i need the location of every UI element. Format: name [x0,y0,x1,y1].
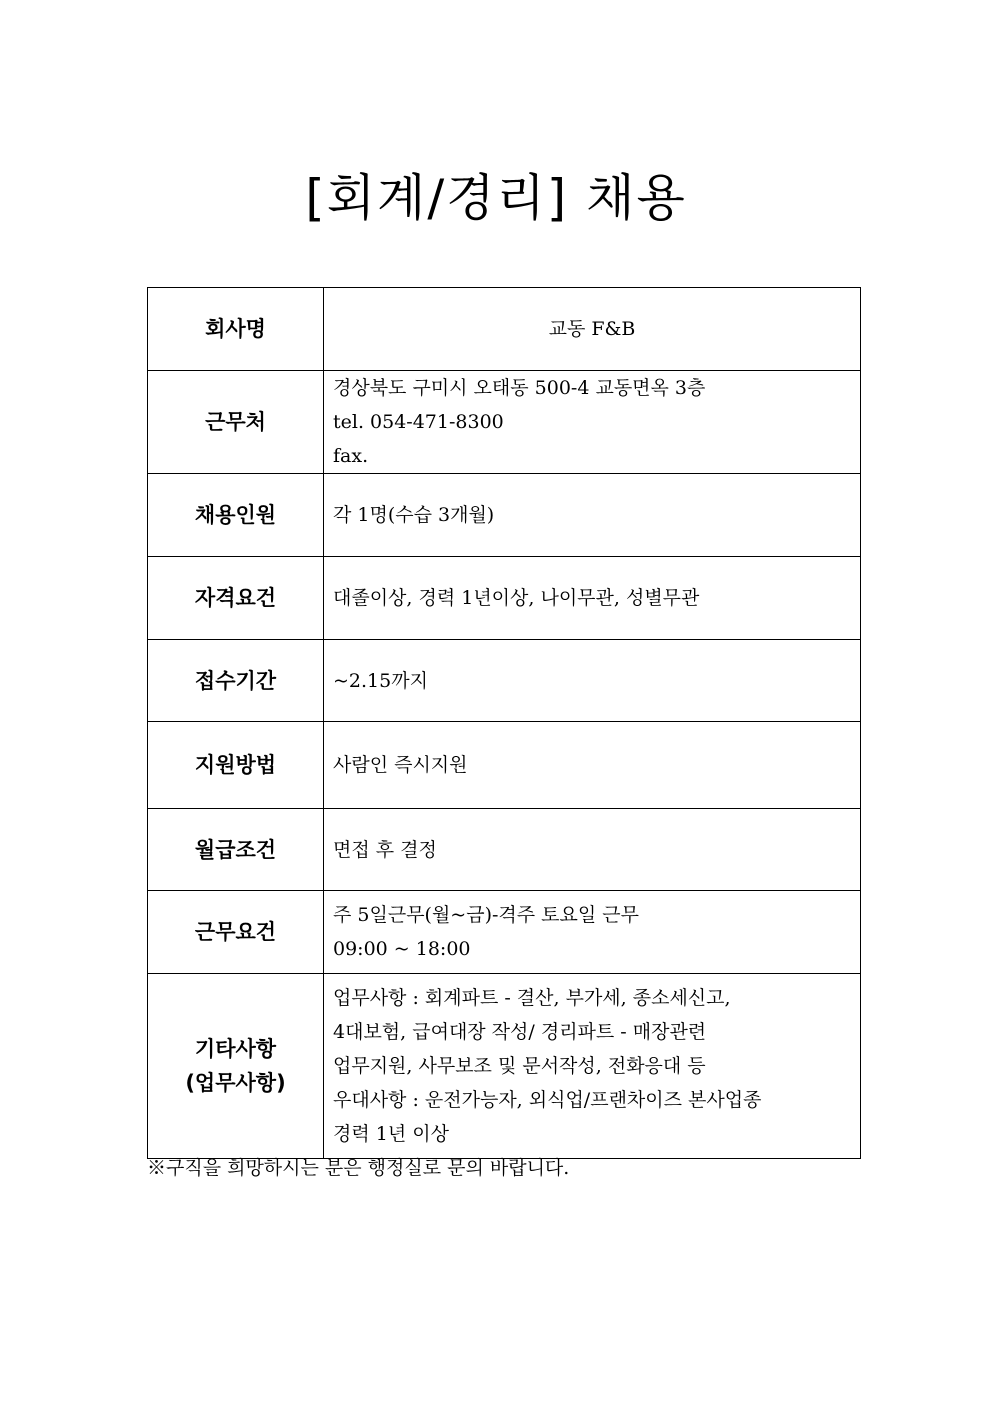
value-line: 경상북도 구미시 오태동 500-4 교동면옥 3층 [333,377,706,399]
row-label-other [148,974,324,1159]
value-line: 업무사항 : 회계파트 - 결산, 부가세, 종소세신고, [333,987,731,1009]
row-label-qualifications: 자격요건 [148,557,324,640]
value-line: tel. 054-471-8300 [333,411,504,433]
row-label-salary: 월급조건 [148,809,324,891]
table-row [148,640,861,722]
value-line: 면접 후 결정 [333,838,437,861]
row-value-company [324,288,861,371]
value-line: 사람인 즉시지원 [333,754,468,776]
row-label-work-conditions: 근무요건 [148,891,324,974]
table-row [148,371,861,474]
row-value-work-conditions [324,891,861,974]
table-row [148,288,861,371]
value-line: ~2.15까지 [333,669,428,692]
job-info-table [147,287,861,1159]
table-row [148,722,861,809]
value-line: 주 5일근무(월~금)-격주 토요일 근무 [333,904,639,926]
row-value-workplace [324,371,861,474]
value-line: 대졸이상, 경력 1년이상, 나이무관, 성별무관 [333,587,700,609]
table-row [148,809,861,891]
value-line: 4대보험, 급여대장 작성/ 경리파트 - 매장관련 [333,1021,707,1043]
row-value-qualifications [324,557,861,640]
label-line: (업무사항) [185,1071,286,1095]
value-line: 각 1명(수습 3개월) [333,504,495,526]
value-line: 경력 1년 이상 [333,1123,449,1145]
row-value-apply-method [324,722,861,809]
row-label-company: 회사명 [148,288,324,371]
table-row [148,474,861,557]
value-line: fax. [333,445,369,467]
page-title: [회계/경리] 채용 [305,169,687,227]
value-line: 업무지원, 사무보조 및 문서작성, 전화응대 등 [333,1055,706,1077]
row-value-salary [324,809,861,891]
row-label-apply-method: 지원방법 [148,722,324,809]
row-value-other [324,974,861,1159]
value-line: 09:00 ~ 18:00 [333,938,471,960]
value-line: 우대사항 : 운전가능자, 외식업/프랜차이즈 본사업종 [333,1089,762,1111]
footnote: ※구직을 희망하시는 분은 행정실로 문의 바랍니다. [147,1157,570,1179]
row-value-headcount [324,474,861,557]
label-line: 기타사항 [194,1037,277,1061]
table-row [148,974,861,1159]
value-line: 교동 F&B [548,318,636,340]
table-row [148,557,861,640]
row-label-workplace: 근무처 [148,371,324,474]
row-label-period: 접수기간 [148,640,324,722]
row-label-headcount: 채용인원 [148,474,324,557]
table-row [148,891,861,974]
row-value-period [324,640,861,722]
